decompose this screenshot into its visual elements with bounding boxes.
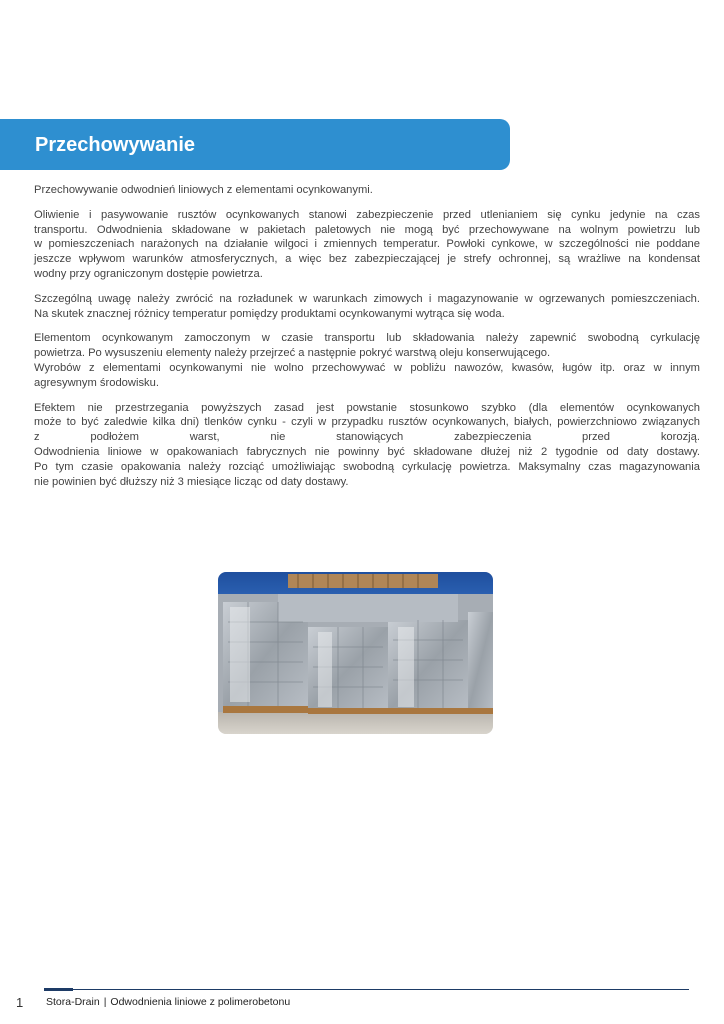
page-title: Przechowywanie <box>35 134 196 156</box>
text-line: transportu. Odwodnienia składowane w pakietach paletowych nie mogą być przechowywane na wolnym powietrzu lub <box>34 223 700 236</box>
text-line: Szczególną uwagę należy zwrócić na rozładunek w warunkach zimowych i magazynowanie w ogrzewanych pomieszczeniach. <box>34 292 700 305</box>
text-line: w pomieszczeniach narażonych na działanie wilgoci i zmiennych temperatur. Powłoki cynkowe, w szczególności nie poddane <box>34 238 700 251</box>
text-line: powietrza. Po wysuszeniu elementy należy przejrzeć a następnie pokryć warstwą oleju konserwującego. <box>34 347 551 360</box>
text-line: Po tym czasie opakowania należy rozciąć umożliwiając swobodną cyrkulację powietrza. Maksymalny czas magazynowania <box>34 460 700 473</box>
text-line: Przechowywanie odwodnień liniowych z elementami ocynkowanymi. <box>34 184 373 196</box>
paragraph-oiling <box>34 208 700 282</box>
paragraph-drying <box>34 331 700 390</box>
footer-caption <box>46 996 290 1008</box>
section-header-bar <box>0 119 510 170</box>
footer-accent-line <box>44 988 73 991</box>
text-line: Oliwienie i pasywowanie rusztów ocynkowanych stanowi zabezpieczenie przed utlenianiem się cynku jedynie na czas <box>34 208 700 221</box>
storage-pallets-photo <box>218 572 493 734</box>
text-line: Efektem nie przestrzegania powyższych zasad jest powstanie stosunkowo szybko (dla elementów ocynkowanych <box>34 401 700 414</box>
text-line: z podłożem warst, nie stanowiących zabezpieczenia przed korozją. <box>34 431 700 444</box>
text-line: Na skutek znacznej różnicy temperatur pomiędzy produktami ocynkowanymi wytrąca się woda. <box>34 307 505 320</box>
paragraph-intro <box>34 183 700 198</box>
paragraph-winter <box>34 292 700 322</box>
footer-divider <box>73 989 689 990</box>
text-line: Wyrobów z elementami ocynkowanymi nie wolno przechowywać w pobliżu nawozów, kwasów, ługów itp. oraz w innym <box>34 361 700 374</box>
text-line: wodny przy ograniczonym dostępie powietrza. <box>34 267 263 280</box>
body-text <box>34 183 700 499</box>
text-line: nie powinien być dłuższy niż 3 miesiące licząc od daty dostawy. <box>34 475 349 488</box>
footer-separator: | <box>103 996 107 1008</box>
text-line: jeszcze wpływom warunków atmosferycznych, a więc bez zabezpieczającej je strefy ochronnej, są wrażliwe na kondensat <box>34 253 700 266</box>
text-line: Odwodnienia liniowe w opakowaniach fabrycznych nie powinny być składowane dłużej niż 2 tygodnie od daty dostawy. <box>34 445 700 458</box>
footer-brand: Stora-Drain <box>46 996 100 1008</box>
page-number: 1 <box>16 995 24 1010</box>
text-line: Elementom ocynkowanym zamoczonym w czasie transportu lub składowania należy zapewnić swobodną cyrkulację <box>34 332 700 345</box>
paragraph-effects <box>34 401 700 490</box>
text-line: może to być zaledwie kilka dni) tlenków cynku - czyli w przypadku rusztów ocynkowanych, białych, powierzchniowo związanych <box>34 416 700 429</box>
text-line: agresywnym środowisku. <box>34 376 159 389</box>
footer-subtitle: Odwodnienia liniowe z polimerobetonu <box>110 996 291 1008</box>
